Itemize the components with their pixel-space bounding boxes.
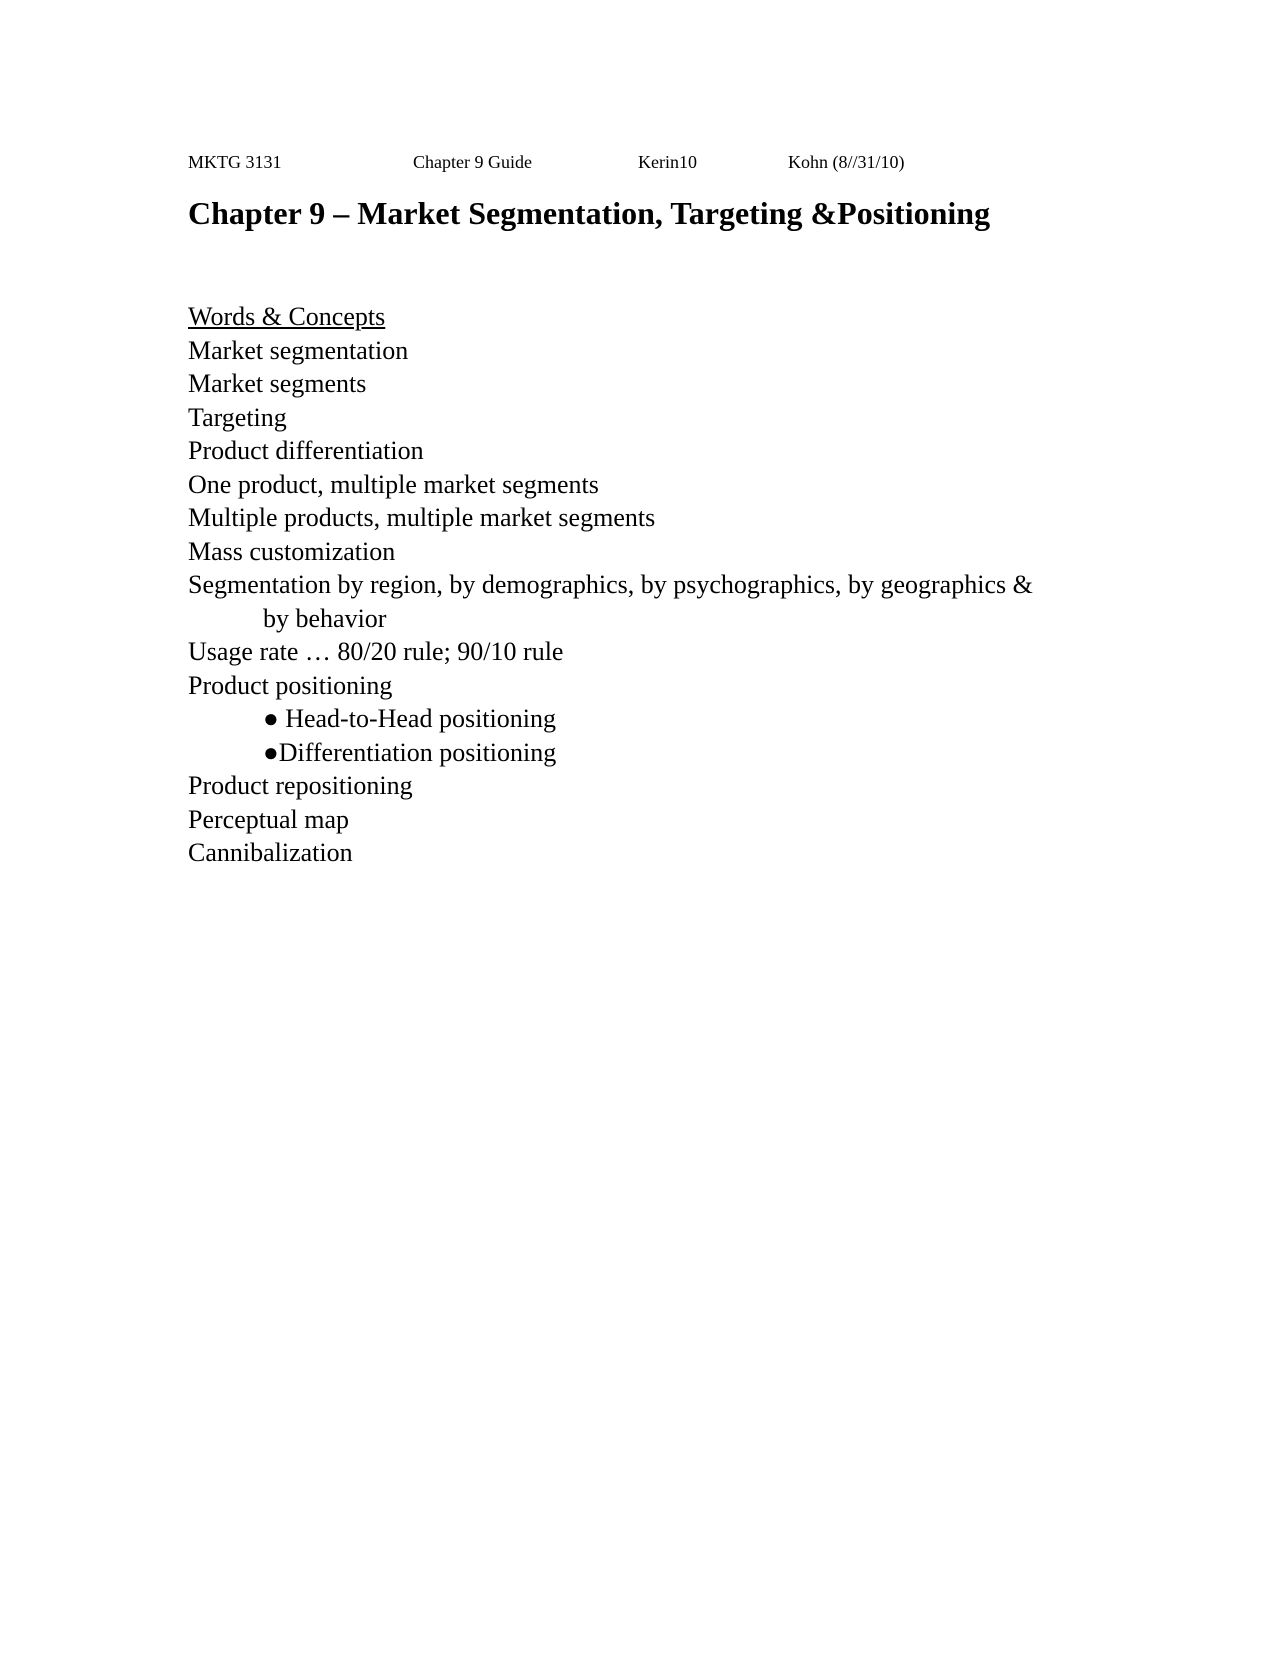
guide-label: Chapter 9 Guide: [413, 152, 532, 172]
concept-item: Market segmentation: [188, 335, 409, 365]
page-title: Chapter 9 – Market Segmentation, Targeting &Positioning: [188, 195, 991, 231]
concept-subitem: ● Head-to-Head positioning: [263, 704, 556, 733]
concept-item: Product repositioning: [188, 771, 413, 800]
concept-item: Targeting: [188, 402, 287, 432]
concept-subitem: ●Differentiation positioning: [263, 737, 557, 767]
course-code: MKTG 3131: [188, 152, 282, 172]
concept-item: Cannibalization: [188, 838, 353, 867]
concept-item: One product, multiple market segments: [188, 469, 599, 499]
concept-item: Multiple products, multiple market segments: [188, 503, 656, 532]
concept-item: Market segments: [188, 369, 367, 398]
concept-item: Usage rate … 80/20 rule; 90/10 rule: [188, 637, 564, 666]
document-header: [0, 150, 1280, 174]
concept-item: Mass customization: [188, 536, 396, 566]
section-heading: Words & Concepts: [188, 302, 386, 331]
textbook-label: Kerin10: [638, 152, 697, 172]
author-date: Kohn (8//31/10): [788, 152, 905, 172]
concept-item: Segmentation by region, by demographics, by psychographics, by geographics & by behavior: [188, 570, 1033, 633]
concept-item: Perceptual map: [188, 804, 349, 834]
concept-item: Product positioning: [188, 670, 393, 700]
concept-item: Product differentiation: [188, 436, 424, 465]
concepts-list: [188, 300, 1188, 870]
